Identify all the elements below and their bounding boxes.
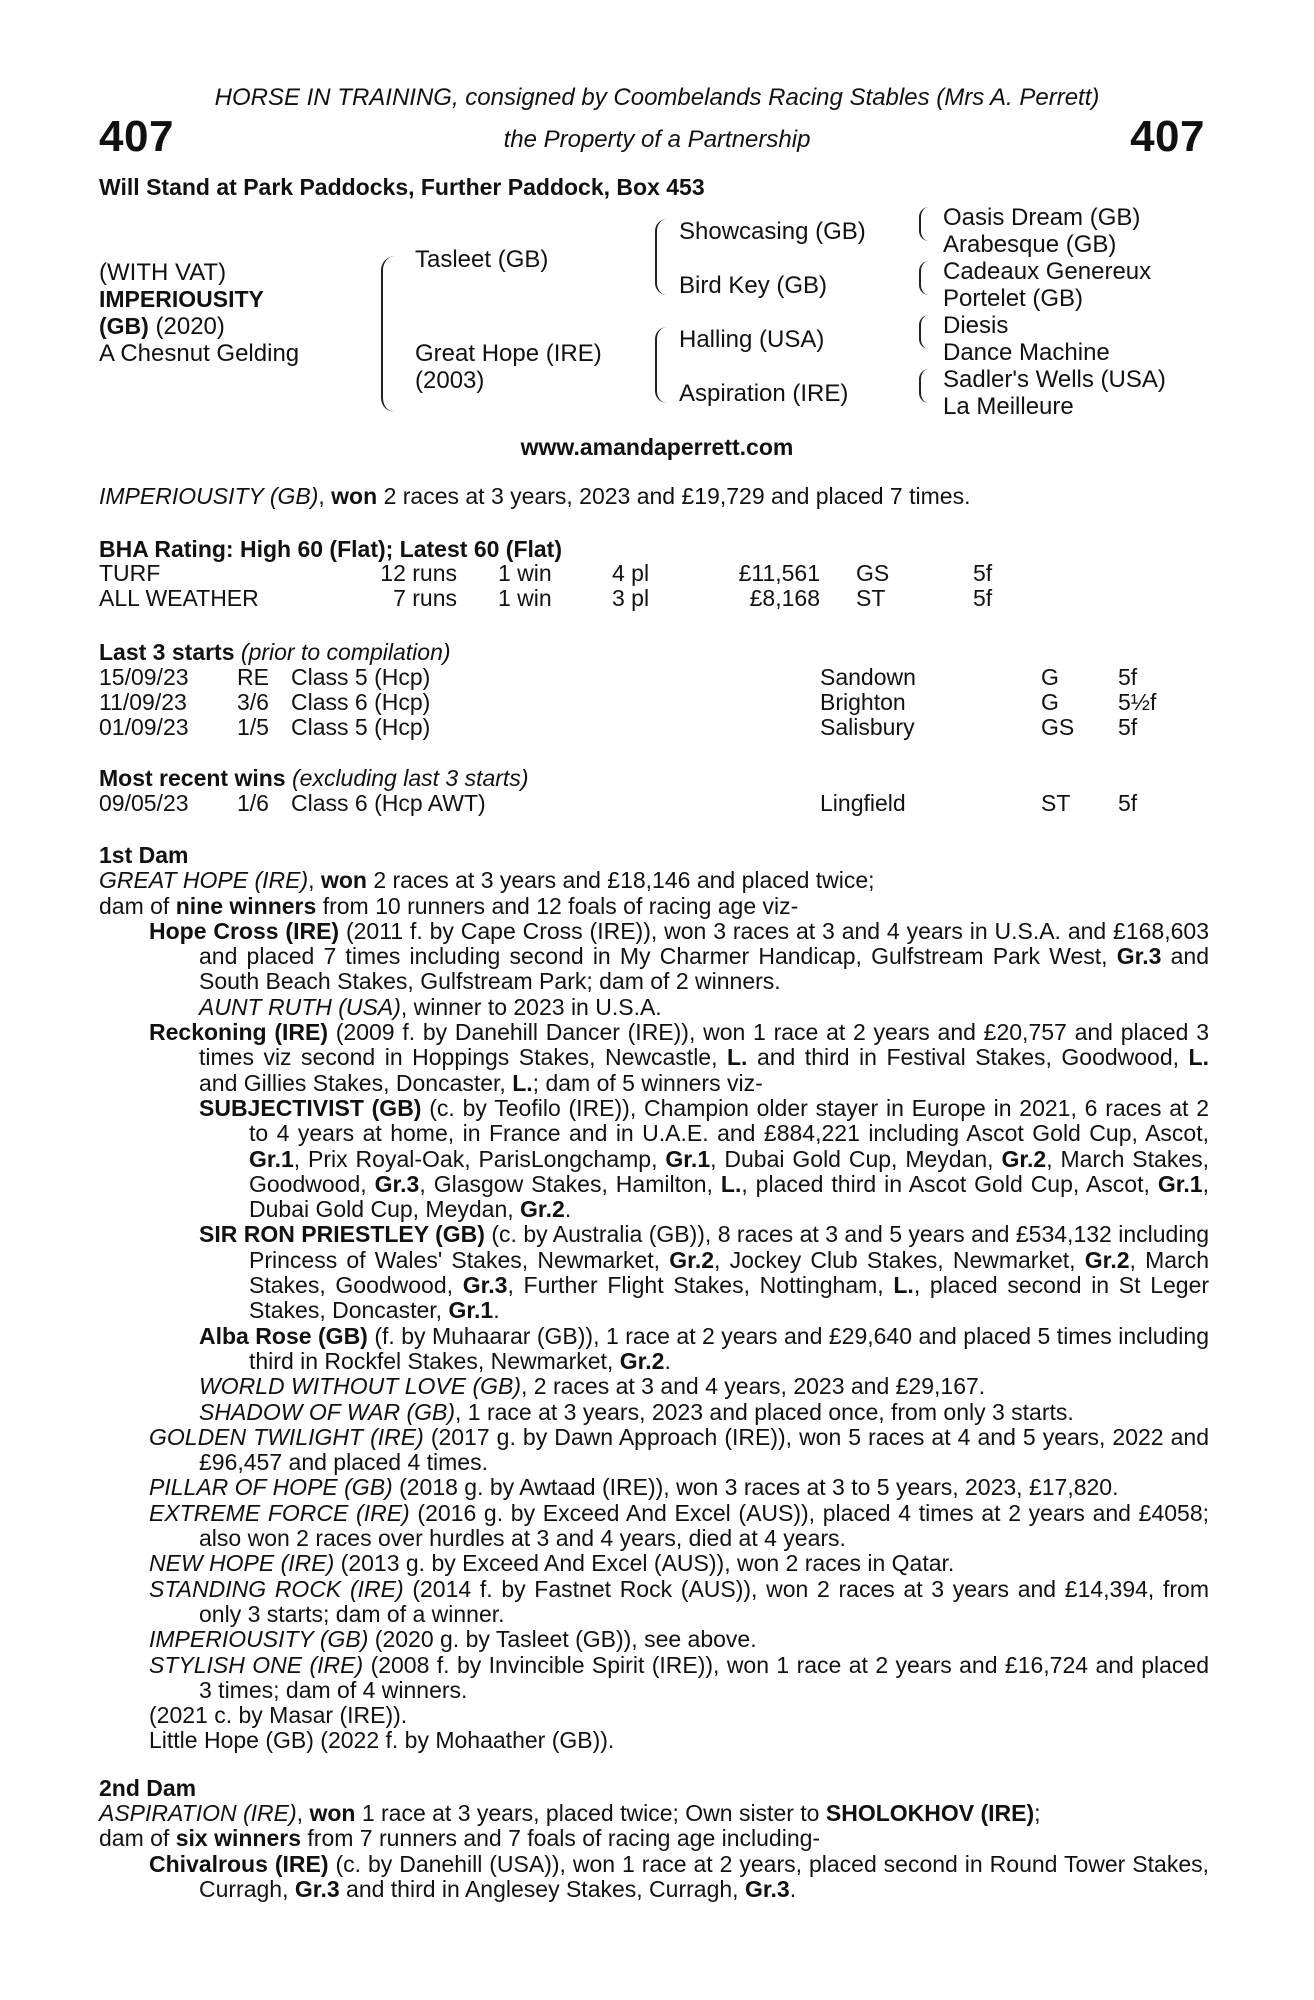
grade: Gr.2 — [1001, 1145, 1047, 1172]
produce-entry — [99, 1852, 1209, 1903]
rating-going: ST — [856, 585, 886, 611]
produce-entry — [99, 1425, 1209, 1476]
horse-description: A Chesnut Gelding — [99, 340, 300, 367]
produce-entry — [99, 1551, 1209, 1576]
start-position: 3/6 — [237, 689, 269, 715]
grade: Gr.2 — [1084, 1246, 1130, 1273]
rating-runs: 12 runs — [380, 560, 457, 586]
grade: Gr.1 — [665, 1145, 711, 1172]
produce-text: and third in Anglesey Stakes, Curragh, — [346, 1875, 739, 1902]
produce-entry — [99, 919, 1209, 995]
produce-text: (2008 f. by Invincible Spirit (IRE)), won 1 race at 2 years and £16,724 and placed 3 times; dam of 4 winners. — [199, 1651, 1209, 1703]
produce-name: Chivalrous (IRE) — [149, 1850, 329, 1877]
family-section — [99, 843, 1209, 1902]
start-distance: 5f — [1118, 664, 1138, 690]
consignment-line: HORSE IN TRAINING, consigned by Coombelands Racing Stables (Mrs A. Perrett) — [214, 84, 1100, 111]
grade: Gr.2 — [619, 1347, 665, 1374]
grade: L. — [512, 1069, 533, 1096]
ancestor-dance-machine: Dance Machine — [943, 339, 1110, 366]
start-race: Class 6 (Hcp) — [291, 689, 431, 715]
start-date: 15/09/23 — [99, 664, 189, 690]
pedigree-bracket-g3 — [919, 315, 929, 349]
start-distance: 5½f — [1118, 689, 1157, 715]
rating-wins: 1 win — [498, 585, 552, 611]
horse-suffix-year — [99, 313, 225, 340]
grade: Gr.3 — [1116, 943, 1162, 970]
grandproduce-text: , 2 races at 3 and 4 years, 2023 and £29,167. — [521, 1373, 986, 1400]
grandproduce-entry — [99, 1400, 1209, 1425]
dam-dam: Aspiration (IRE) — [679, 380, 849, 407]
horse-name: IMPERIOUSITY — [99, 286, 264, 312]
win-going: ST — [1041, 790, 1071, 816]
grandproduce-text: , Dubai Gold Cup, Meydan, — [249, 1170, 1209, 1223]
sire-name: Tasleet (GB) — [415, 246, 549, 273]
ancestor-oasis-dream: Oasis Dream (GB) — [943, 204, 1141, 231]
produce-entry: Little Hope (GB) (2022 f. by Mohaather (GB)). — [149, 1727, 615, 1754]
grandproduce-text: , 1 race at 3 years, 2023 and placed once, from only 3 starts. — [455, 1398, 1074, 1425]
lot-number-right: 407 — [1130, 112, 1205, 161]
rating-distance: 5f — [973, 585, 993, 611]
grandproduce-name: SIR RON PRIESTLEY (GB) — [199, 1221, 485, 1248]
grandproduce-text: (f. by Muhaarar (GB)), 1 race at 2 years and £29,640 and placed 5 times including third in Rockfel Stakes, Newmarket, — [249, 1322, 1210, 1374]
second-dam-produce — [99, 1826, 1209, 1851]
produce-name: Reckoning (IRE) — [149, 1019, 328, 1046]
grandproduce-name: AUNT RUTH (USA) — [199, 993, 401, 1020]
produce-entry — [99, 1653, 1209, 1704]
first-dam-produce — [99, 894, 1209, 919]
produce-name: STANDING ROCK (IRE) — [149, 1575, 404, 1602]
website-link[interactable]: www.amandaperrett.com — [520, 434, 794, 460]
ancestor-arabesque: Arabesque (GB) — [943, 231, 1117, 258]
produce-entry — [99, 1020, 1209, 1096]
first-dam-won: won — [320, 867, 367, 894]
produce-suffix: from 7 runners and 7 foals of racing age including- — [307, 1825, 821, 1852]
dam-name: Great Hope (IRE) — [415, 340, 602, 367]
rating-title: BHA Rating: High 60 (Flat); Latest 60 (Flat) — [99, 536, 562, 562]
grandproduce-text: . — [664, 1347, 671, 1374]
win-position: 1/6 — [237, 790, 269, 816]
grandproduce-text: , Glasgow Stakes, Hamilton, — [419, 1170, 713, 1197]
pedigree-bracket-main — [381, 256, 395, 412]
pedigree-bracket-sire — [655, 219, 667, 295]
last3-title: Last 3 starts — [99, 639, 235, 665]
produce-name: NEW HOPE (IRE) — [149, 1550, 335, 1577]
pedigree-bracket-g4 — [919, 369, 929, 403]
produce-text: (c. by Danehill (USA)), won 1 race at 2 years, placed second in Round Tower Stakes, Curragh, — [199, 1850, 1209, 1902]
second-dam-name: ASPIRATION (IRE) — [99, 1799, 297, 1826]
start-course: Salisbury — [820, 714, 915, 740]
grandproduce-name: WORLD WITHOUT LOVE (GB) — [199, 1373, 521, 1400]
grandproduce-entry — [99, 1222, 1209, 1323]
grade: Gr.3 — [374, 1170, 420, 1197]
first-dam-record: 2 races at 3 years and £18,146 and placed twice; — [373, 867, 875, 894]
start-position: RE — [237, 664, 269, 690]
grandproduce-name: SUBJECTIVIST (GB) — [199, 1094, 422, 1121]
produce-text: and South Beach Stakes, Gulfstream Park; dam of 2 winners. — [199, 943, 1210, 995]
dam-sire: Halling (USA) — [679, 326, 825, 353]
lot-number-left: 407 — [99, 112, 174, 161]
grade: Gr.1 — [1157, 1170, 1203, 1197]
start-date: 01/09/23 — [99, 714, 189, 740]
grade: Gr.2 — [520, 1196, 565, 1223]
summary-horse-name: IMPERIOUSITY (GB) — [99, 483, 319, 509]
last3-heading — [99, 640, 451, 665]
produce-text: (2017 g. by Dawn Approach (IRE)), won 5 races at 4 and 5 years, 2022 and £96,457 and placed 4 times. — [199, 1423, 1210, 1476]
horse-year: (2020) — [155, 313, 225, 340]
rating-surface: TURF — [99, 560, 161, 586]
grade: Gr.3 — [744, 1875, 790, 1902]
pedigree-bracket-g1 — [919, 207, 929, 241]
grade: L. — [726, 1044, 748, 1071]
first-dam-title: 1st Dam — [99, 842, 189, 868]
summary-text: 2 races at 3 years, 2023 and £19,729 and placed 7 times. — [383, 483, 971, 509]
last3-note: (prior to compilation) — [240, 639, 451, 665]
stand-location: Will Stand at Park Paddocks, Further Paddock, Box 453 — [99, 174, 705, 200]
produce-text: (2013 g. by Exceed And Excel (AUS)), won 2 races in Qatar. — [340, 1550, 955, 1577]
ancestor-cadeaux-genereux: Cadeaux Genereux — [943, 258, 1152, 285]
ancestor-portelet: Portelet (GB) — [943, 285, 1084, 312]
second-dam-record: ; — [1034, 1799, 1041, 1826]
produce-entry — [99, 1577, 1209, 1628]
summary-won: won — [331, 483, 378, 509]
produce-entry — [99, 1627, 1209, 1652]
second-dam-title: 2nd Dam — [99, 1774, 197, 1801]
produce-winners: nine winners — [175, 892, 317, 919]
start-going: GS — [1041, 714, 1075, 740]
produce-entry: (2021 c. by Masar (IRE)). — [149, 1702, 408, 1729]
grandproduce-entry — [99, 995, 1209, 1020]
produce-text: (2016 g. by Exceed And Excel (AUS)), placed 4 times at 2 years and £4058; also won 2 races over hurdles at 3 and 4 years, died at 4 years. — [199, 1499, 1209, 1552]
win-race: Class 6 (Hcp AWT) — [291, 790, 486, 816]
produce-entry — [99, 1501, 1209, 1552]
produce-text: (2011 f. by Cape Cross (IRE)), won 3 races at 3 and 4 years in U.S.A. and £168,603 and placed 7 times including second in My Charmer Handicap, Gulfstream Park West, — [199, 917, 1209, 970]
grandproduce-text: (c. by Teofilo (IRE)), Champion older stayer in Europe in 2021, 6 races at 2 to 4 years at home, in France and in U.A.E. and £884,221 including Ascot Gold Cup, Ascot, — [249, 1094, 1209, 1147]
start-race: Class 5 (Hcp) — [291, 714, 431, 740]
start-going: G — [1041, 689, 1059, 715]
produce-name: STYLISH ONE (IRE) — [149, 1651, 364, 1678]
second-dam-intro: ASPIRATION (IRE), won 1 race at 3 years, placed twice; Own sister to SHOLOKHOV (IRE); — [99, 1799, 1041, 1826]
grade: L. — [893, 1272, 914, 1299]
produce-prefix: dam of — [99, 1825, 170, 1852]
produce-text: (2009 f. by Danehill Dancer (IRE)), won 1 race at 2 years and £20,757 and placed 3 times viz second in Hoppings Stakes, Newcastle, — [199, 1019, 1210, 1071]
grandproduce-text: , March Stakes, Goodwood, — [249, 1246, 1210, 1299]
grandproduce-text: , Further Flight Stakes, Nottingham, — [507, 1272, 884, 1299]
second-dam-won: won — [309, 1799, 356, 1826]
produce-name: PILLAR OF HOPE (GB) — [149, 1474, 393, 1501]
produce-prefix: dam of — [99, 892, 170, 919]
grade: Gr.1 — [448, 1297, 494, 1324]
produce-name: EXTREME FORCE (IRE) — [149, 1499, 410, 1526]
rating-places: 4 pl — [612, 560, 650, 586]
grade: L. — [1188, 1044, 1209, 1071]
grade: Gr.2 — [669, 1246, 715, 1273]
grandproduce-text: , Prix Royal-Oak, ParisLongchamp, — [293, 1145, 658, 1172]
recent-wins-title: Most recent wins — [99, 765, 286, 791]
grandproduce-name: Alba Rose (GB) — [199, 1322, 368, 1349]
grandproduce-text: , March Stakes, Goodwood, — [249, 1145, 1209, 1197]
first-dam-intro: GREAT HOPE (IRE), won 2 races at 3 years and £18,146 and placed twice; — [99, 867, 875, 894]
grandproduce-text: . — [564, 1196, 572, 1223]
rating-money: £8,168 — [749, 585, 820, 611]
rating-going: GS — [856, 560, 890, 586]
rating-distance: 5f — [973, 560, 993, 586]
start-course: Sandown — [820, 664, 916, 690]
ancestor-sadlers-wells: Sadler's Wells (USA) — [943, 366, 1166, 393]
rating-runs: 7 runs — [393, 585, 457, 611]
start-distance: 5f — [1118, 714, 1138, 740]
start-going: G — [1041, 664, 1059, 690]
sire-dam: Bird Key (GB) — [679, 272, 828, 299]
grandproduce-text: , Dubai Gold Cup, Meydan, — [710, 1145, 994, 1172]
grandproduce-entry — [99, 1324, 1209, 1375]
produce-text: (2014 f. by Fastnet Rock (AUS)), won 2 races at 3 years and £14,394, from only 3 starts; dam of a winner. — [199, 1575, 1209, 1627]
dam-year: (2003) — [415, 367, 485, 394]
win-distance: 5f — [1118, 790, 1138, 816]
second-dam-record: 1 race at 3 years, placed twice; Own sister to — [361, 1799, 820, 1826]
win-date: 09/05/23 — [99, 790, 189, 816]
grandproduce-text: , winner to 2023 in U.S.A. — [400, 993, 662, 1020]
produce-name: IMPERIOUSITY (GB) — [149, 1626, 369, 1653]
sire-sire: Showcasing (GB) — [679, 218, 866, 245]
produce-text: and third in Festival Stakes, Goodwood, — [756, 1044, 1180, 1071]
rating-wins: 1 win — [498, 560, 552, 586]
grandproduce-entry — [99, 1096, 1209, 1222]
grandproduce-text: (c. by Australia (GB)), 8 races at 3 and 5 years and £534,132 including Princess of Wales' Stakes, Newmarket, — [249, 1221, 1210, 1273]
first-dam-name: GREAT HOPE (IRE) — [99, 867, 309, 894]
sister-name: SHOLOKHOV (IRE) — [825, 1799, 1035, 1826]
start-race: Class 5 (Hcp) — [291, 664, 431, 690]
race-summary: IMPERIOUSITY (GB), won 2 races at 3 years, 2023 and £19,729 and placed 7 times. — [99, 483, 971, 509]
vat-label: (WITH VAT) — [99, 259, 227, 286]
grade: Gr.1 — [249, 1145, 294, 1172]
win-course: Lingfield — [820, 790, 906, 816]
grade: L. — [720, 1170, 742, 1197]
grade: Gr.3 — [462, 1272, 508, 1299]
produce-text: ; dam of 5 winners viz- — [532, 1069, 763, 1096]
produce-winners: six winners — [175, 1825, 301, 1852]
produce-entry — [99, 1475, 1209, 1500]
recent-wins-heading — [99, 766, 528, 791]
rating-surface: ALL WEATHER — [99, 585, 259, 611]
grandproduce-text: , Jockey Club Stakes, Newmarket, — [714, 1246, 1076, 1273]
grandproduce-entry — [99, 1374, 1209, 1399]
produce-text: . — [789, 1875, 797, 1902]
pedigree-bracket-g2 — [919, 261, 929, 295]
rating-money: £11,561 — [738, 560, 820, 586]
pedigree-bracket-dam — [655, 327, 667, 403]
recent-wins-note: (excluding last 3 starts) — [292, 765, 529, 791]
grandproduce-name: SHADOW OF WAR (GB) — [199, 1398, 455, 1425]
grandproduce-text: . — [493, 1297, 500, 1324]
grandproduce-text: , placed third in Ascot Gold Cup, Ascot, — [741, 1170, 1150, 1197]
grade: Gr.3 — [294, 1875, 340, 1902]
rating-places: 3 pl — [612, 585, 650, 611]
horse-suffix: (GB) — [99, 313, 149, 339]
start-position: 1/5 — [237, 714, 269, 740]
produce-text: (2018 g. by Awtaad (IRE)), won 3 races at 3 to 5 years, 2023, £17,820. — [399, 1474, 1119, 1501]
produce-text: and Gillies Stakes, Doncaster, — [199, 1069, 506, 1096]
property-line: the Property of a Partnership — [503, 126, 811, 153]
ancestor-diesis: Diesis — [943, 312, 1009, 339]
produce-suffix: from 10 runners and 12 foals of racing age viz- — [322, 892, 799, 919]
produce-name: Hope Cross (IRE) — [149, 917, 340, 944]
produce-name: GOLDEN TWILIGHT (IRE) — [149, 1423, 424, 1450]
produce-text: (2020 g. by Tasleet (GB)), see above. — [374, 1626, 757, 1653]
grandproduce-text: , placed second in St Leger Stakes, Doncaster, — [249, 1272, 1210, 1324]
start-course: Brighton — [820, 689, 906, 715]
ancestor-la-meilleure: La Meilleure — [943, 393, 1074, 420]
start-date: 11/09/23 — [99, 689, 187, 715]
